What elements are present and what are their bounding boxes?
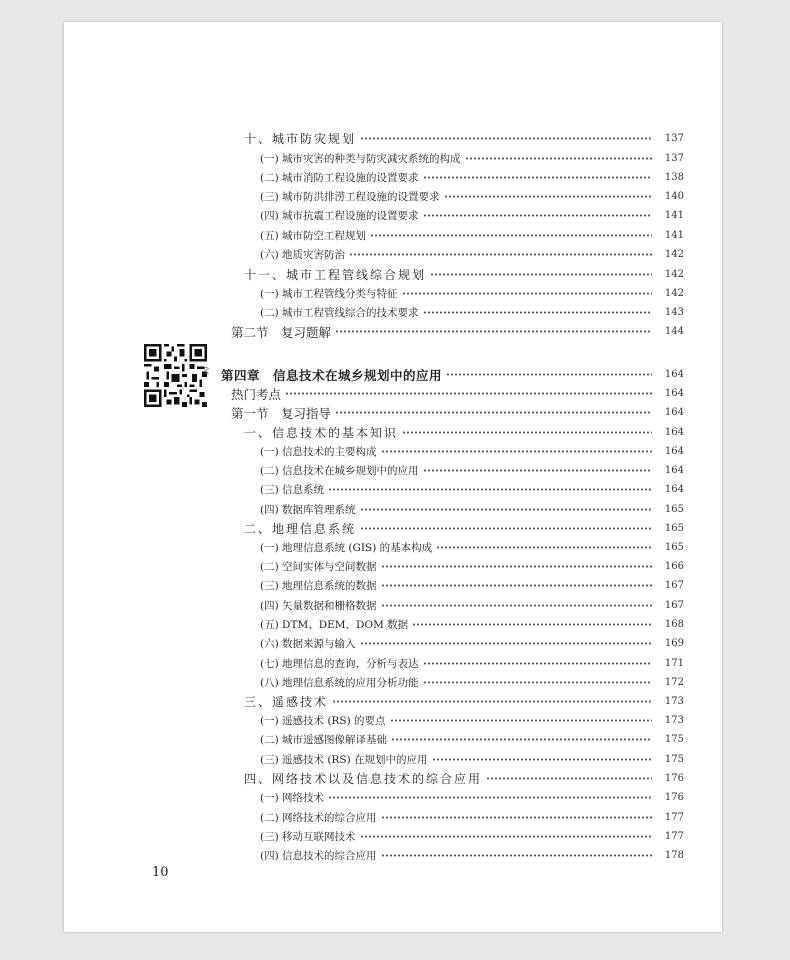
toc-entry-label: (一) 城市工程管线分类与特征 [260,288,398,300]
toc-entry[interactable] [260,615,684,634]
toc-entry-label: 第一节 复习指导 [231,405,332,421]
dot-leader [332,692,652,711]
toc-entry-label: 一、信息技术的基本知识 [244,426,399,440]
dot-leader [360,129,652,148]
toc-entry-label: (三) 城市防洪排涝工程设施的设置要求 [260,191,440,203]
toc-entry-page: 142 [664,269,684,280]
toc-entry[interactable] [231,322,684,341]
toc-entry-page: 164 [664,446,684,457]
page-number: 10 [152,865,169,880]
toc-entry-label: 十一、城市工程管线综合规划 [244,268,427,282]
dot-leader [381,808,652,827]
toc-entry[interactable] [260,168,684,187]
toc-entry-page: 165 [664,504,684,515]
toc-entry[interactable] [260,538,684,557]
dot-leader [381,442,652,461]
toc-entry-page: 166 [664,561,684,572]
dot-leader [402,423,652,442]
toc-entry-page: 164 [664,465,684,476]
toc-entry-label: 四、网络技术以及信息技术的综合应用 [244,772,483,786]
toc-entry-page: 140 [664,191,684,202]
toc-entry[interactable] [260,284,684,303]
dot-leader [412,615,652,634]
dot-leader [360,500,652,519]
toc-entry-page: 164 [664,388,684,399]
toc-entry[interactable] [260,730,684,749]
dot-leader [335,322,652,341]
dot-leader [328,480,652,499]
dot-leader [335,403,652,422]
toc-entry-label: (五) 城市防空工程规划 [260,230,367,242]
toc-entry-page: 164 [664,407,684,418]
toc-entry-label: (八) 地理信息系统的应用分析功能 [260,677,419,689]
dot-leader [381,576,652,595]
toc-entry[interactable] [260,788,684,807]
toc-entry-label: (二) 网络技术的综合应用 [260,812,377,824]
dot-leader [432,750,653,769]
table-of-contents [64,22,722,932]
toc-entry[interactable] [260,461,684,480]
toc-entry[interactable] [260,634,684,653]
toc-entry[interactable] [260,846,684,865]
toc-entry-page: 167 [664,600,684,611]
toc-entry-label: (二) 信息技术在城乡规划中的应用 [260,465,419,477]
dot-leader [436,538,652,557]
toc-entry-label: (二) 空间实体与空间数据 [260,561,377,573]
toc-entry[interactable] [260,557,684,576]
toc-entry-label: (七) 地理信息的查询、分析与表达 [260,658,419,670]
toc-entry-label: (一) 信息技术的主要构成 [260,446,377,458]
dot-leader [423,673,652,692]
toc-entry-page: 177 [664,812,684,823]
toc-entry-label: (四) 数据库管理系统 [260,504,356,516]
toc-entry-label: 二、地理信息系统 [244,522,357,536]
toc-entry[interactable] [260,480,684,499]
toc-entry-label: 第四章 信息技术在城乡规划中的应用 [221,367,443,383]
toc-entry-label: (四) 信息技术的综合应用 [260,850,377,862]
toc-entry-label: (二) 城市遥感图像解译基础 [260,734,388,746]
toc-entry-page: 173 [664,696,684,707]
dot-leader [423,461,652,480]
dot-leader [370,226,652,245]
toc-entry-page: 175 [664,734,684,745]
toc-entry[interactable] [244,769,684,788]
toc-entry[interactable] [260,442,684,461]
toc-entry-page: 138 [664,172,684,183]
dot-leader [349,245,652,264]
toc-entry[interactable] [231,384,684,403]
toc-entry[interactable] [260,827,684,846]
toc-entry-page: 176 [664,773,684,784]
toc-entry[interactable] [231,403,684,422]
dot-leader [423,654,652,673]
toc-entry-page: 165 [664,542,684,553]
toc-entry[interactable] [244,129,684,148]
toc-entry-page: 137 [664,153,684,164]
toc-entry-label: (一) 遥感技术 (RS) 的要点 [260,715,386,727]
toc-entry[interactable] [260,245,684,264]
toc-entry[interactable] [260,673,684,692]
toc-entry-label: (五) DTM、DEM、DOM 数据 [260,619,409,631]
dot-leader [486,769,652,788]
dot-leader [423,168,652,187]
dot-leader [444,187,652,206]
toc-entry-page: 175 [664,754,684,765]
toc-entry-page: 171 [664,658,684,669]
dot-leader [391,730,652,749]
toc-entry-page: 172 [664,677,684,688]
toc-entry[interactable] [244,519,684,538]
toc-entry-label: (四) 城市抗震工程设施的设置要求 [260,210,419,222]
dot-leader [381,557,652,576]
toc-entry-label: (二) 城市工程管线综合的技术要求 [260,307,419,319]
qr-code-caption: 04 [202,367,209,375]
toc-entry[interactable] [260,500,684,519]
dot-leader [360,519,652,538]
toc-entry-label: 第二节 复习题解 [231,324,332,340]
dot-leader [390,711,653,730]
toc-entry-page: 143 [664,307,684,318]
toc-entry-page: 169 [664,638,684,649]
toc-entry-label: (一) 城市灾害的种类与防灾减灾系统的构成 [260,153,461,165]
toc-entry[interactable] [260,808,684,827]
toc-entry-page: 177 [664,831,684,842]
toc-entry[interactable] [260,226,684,245]
toc-entry-page: 164 [664,484,684,495]
toc-entry-label: (六) 地质灾害防治 [260,249,346,261]
toc-entry[interactable] [221,365,684,384]
dot-leader [328,788,652,807]
toc-entry[interactable] [260,654,684,673]
dot-leader [465,149,652,168]
dot-leader [402,284,652,303]
toc-entry-page: 168 [664,619,684,630]
dot-leader [381,846,652,865]
qr-code-icon[interactable] [144,344,207,407]
toc-entry-page: 164 [664,427,684,438]
toc-entry-page: 164 [664,369,684,380]
toc-entry[interactable] [260,750,684,769]
toc-entry[interactable] [260,303,684,322]
dot-leader [446,365,652,384]
toc-entry[interactable] [260,149,684,168]
toc-entry-label: (一) 网络技术 [260,792,325,804]
toc-entry-label: (一) 地理信息系统 (GIS) 的基本构成 [260,542,433,554]
toc-entry-page: 142 [664,288,684,299]
toc-entry-label: (六) 数据来源与输入 [260,638,356,650]
toc-entry[interactable] [244,265,684,284]
toc-entry[interactable] [260,187,684,206]
toc-entry[interactable] [260,711,684,730]
toc-entry[interactable] [260,576,684,595]
toc-entry-page: 165 [664,523,684,534]
toc-entry-page: 137 [664,133,684,144]
dot-leader [423,303,652,322]
book-page [64,22,722,932]
dot-leader [360,827,652,846]
toc-entry-label: (三) 信息系统 [260,484,325,496]
toc-entry-label: 十、城市防灾规划 [244,132,357,146]
toc-entry[interactable] [260,596,684,615]
toc-entry-page: 142 [664,249,684,260]
toc-entry-label: (三) 遥感技术 (RS) 在规划中的应用 [260,754,428,766]
toc-entry-page: 141 [664,210,684,221]
dot-leader [423,206,652,225]
toc-entry-label: 三、遥感技术 [244,695,329,709]
toc-entry-page: 173 [664,715,684,726]
toc-entry-page: 176 [664,792,684,803]
toc-entry[interactable] [244,692,684,711]
toc-entry-label: (二) 城市消防工程设施的设置要求 [260,172,419,184]
toc-entry-page: 144 [664,326,684,337]
toc-entry-label: (三) 移动互联网技术 [260,831,356,843]
dot-leader [381,596,652,615]
dot-leader [360,634,652,653]
toc-entry[interactable] [244,423,684,442]
dot-leader [285,384,652,403]
toc-entry[interactable] [260,206,684,225]
toc-entry-page: 141 [664,230,684,241]
toc-entry-page: 178 [664,850,684,861]
toc-entry-page: 167 [664,580,684,591]
dot-leader [430,265,652,284]
toc-entry-label: (三) 地理信息系统的数据 [260,580,377,592]
toc-entry-label: (四) 矢量数据和栅格数据 [260,600,377,612]
toc-entry-label: 热门考点 [231,386,282,402]
